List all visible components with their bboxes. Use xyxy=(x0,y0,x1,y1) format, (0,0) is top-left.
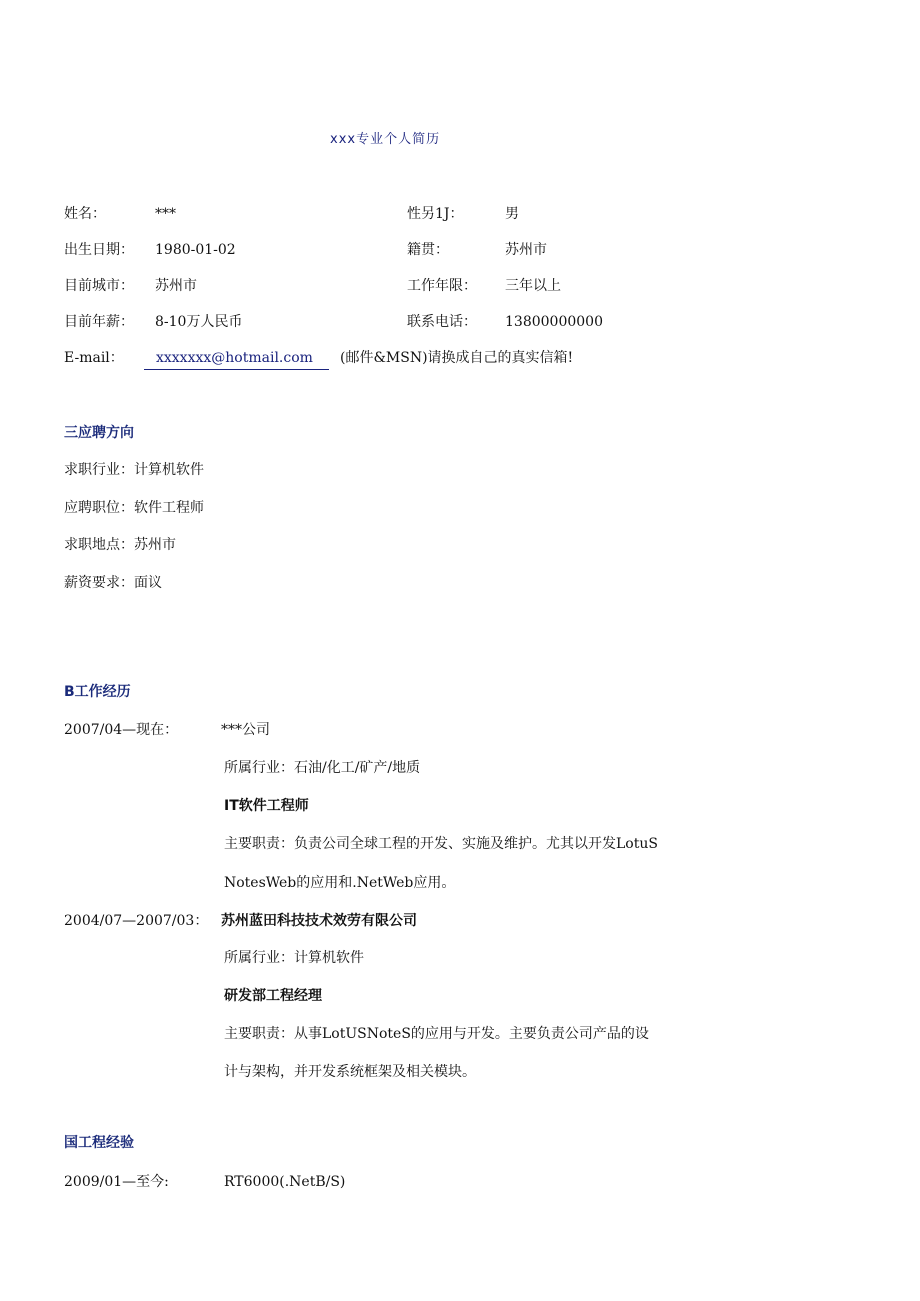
job2-industry: 所属行业：计算机软件 xyxy=(224,950,364,966)
job2-company: 苏州蓝田科技技术效劳有限公司 xyxy=(221,913,417,929)
target-position: 应聘职位：软件工程师 xyxy=(64,500,204,516)
email-link[interactable]: xxxxxxx@hotmail.com xyxy=(144,349,329,370)
work-heading: B工作经历 xyxy=(64,684,131,700)
city-label: 目前城市： xyxy=(64,278,134,294)
email-label: E-mail： xyxy=(64,350,124,366)
gender-label: 性另1J： xyxy=(407,206,464,222)
job2-title: 研发部工程经理 xyxy=(224,988,322,1004)
project1-period: 2009/01—至今: xyxy=(64,1174,169,1190)
job1-industry: 所属行业：石油/化工/矿产/地质 xyxy=(224,760,421,776)
name-value: *** xyxy=(155,206,176,222)
city-value: 苏州市 xyxy=(155,278,197,294)
job1-title: IT软件工程师 xyxy=(224,798,309,814)
target-location: 求职地点：苏州市 xyxy=(64,537,176,553)
birth-value: 1980-01-02 xyxy=(155,242,236,258)
birth-label: 出生日期： xyxy=(64,242,134,258)
gender-value: 男 xyxy=(505,206,519,222)
job2-duty-line1: 主要职责：从事LotUSNoteS的应用与开发。主要负责公司产品的设 xyxy=(224,1026,649,1042)
job1-duty-line1: 主要职责：负责公司全球工程的开发、实施及维护。尤其以开发LotuS xyxy=(224,836,658,852)
years-label: 工作年限： xyxy=(407,278,477,294)
project1-name: RT6000(.NetB/S) xyxy=(224,1174,346,1190)
phone-label: 联系电话： xyxy=(407,314,477,330)
page-title: xxx专业个人简历 xyxy=(330,132,441,147)
years-value: 三年以上 xyxy=(505,278,561,294)
salary-value: 8-10万人民币 xyxy=(155,314,243,330)
name-label: 姓名： xyxy=(64,206,106,222)
salary-label: 目前年薪： xyxy=(64,314,134,330)
target-salary: 薪资要求：面议 xyxy=(64,575,162,591)
job1-duty-line2: NotesWeb的应用和.NetWeb应用。 xyxy=(224,875,456,891)
origin-value: 苏州市 xyxy=(505,242,547,258)
email-note: (邮件&MSN)请换成自己的真实信箱! xyxy=(340,350,574,366)
job2-duty-line2: 计与架构，并开发系统框架及相关模块。 xyxy=(224,1064,476,1080)
origin-label: 籍贯： xyxy=(407,242,449,258)
target-industry: 求职行业：计算机软件 xyxy=(64,462,204,478)
job-target-heading: 三应聘方向 xyxy=(64,425,134,441)
phone-value: 13800000000 xyxy=(505,314,603,330)
job1-period: 2007/04—现在： xyxy=(64,722,179,738)
job2-period: 2004/07—2007/03： xyxy=(64,913,209,929)
job1-company: ***公司 xyxy=(221,722,270,738)
projects-heading: 国工程经验 xyxy=(64,1135,134,1151)
